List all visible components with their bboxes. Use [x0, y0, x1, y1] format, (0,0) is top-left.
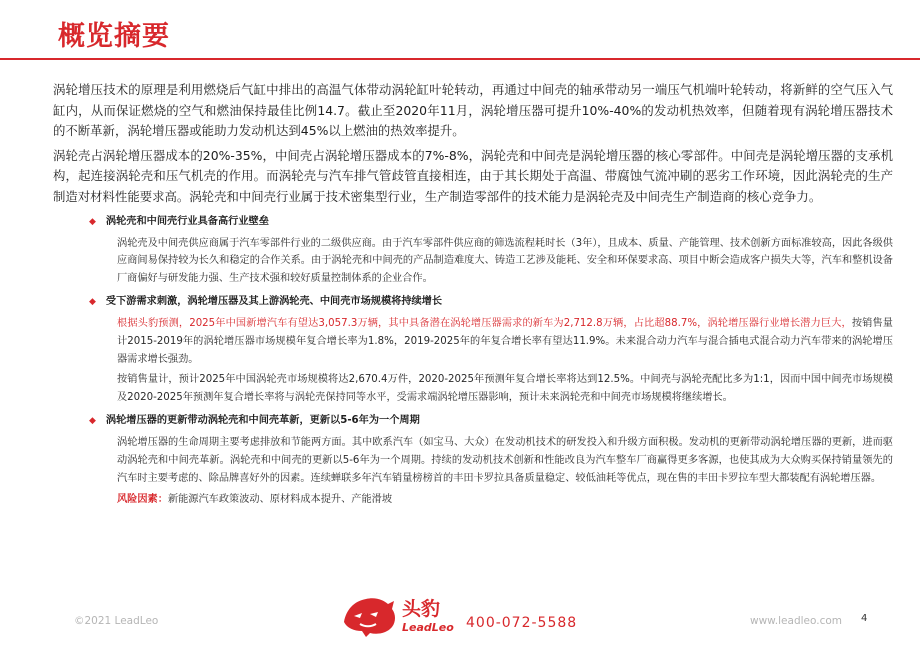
section-heading — [89, 413, 893, 429]
section-heading-text: 涡轮壳和中间壳行业具备高行业壁垒 — [105, 215, 269, 227]
section-market-growth — [89, 294, 893, 407]
diamond-bullet-icon: ◆ — [89, 415, 96, 426]
section-heading-text: 涡轮增压器的更新带动涡轮壳和中间壳革新，更新以5-6年为一个周期 — [105, 414, 420, 426]
forecast-detail: 按销售量计2015-2019年的涡轮增压器市场规模年复合增长率为1.8%，2019-2025年的年复合增长率有望达11.9%。未来混合动力汽车与混合插电式混合动力汽车带来的涡轮增压器需求增长强劲。 — [117, 317, 893, 365]
title-divider — [0, 58, 920, 60]
diamond-bullet-icon: ◆ — [89, 296, 96, 307]
section-heading-text: 受下游需求刺激，涡轮增压器及其上游涡轮壳、中间壳市场规模将持续增长 — [105, 295, 443, 307]
risk-factors — [117, 491, 893, 508]
diamond-bullet-icon: ◆ — [89, 216, 96, 227]
section-paragraph — [117, 315, 893, 368]
section-paragraph: 按销售量计，预计2025年中国涡轮壳市场规模将达2,670.4万件，2020-2025年预测年复合增长率将达到12.5%。中间壳与涡轮壳配比多为1:1，因而中国中间壳市场规模及2020-2025年预测年复合增长率将与涡轮壳保持同等水平，受需求端涡轮增压器影响，预计未来涡轮壳和中间壳市场规模将继续增长。 — [117, 374, 893, 404]
highlighted-forecast: 根据头豹预测，2025年中国新增汽车有望达3,057.3万辆，其中具备潜在涡轮增压器需求的新车为2,712.8万辆，占比超88.7%，涡轮增压器行业增长潜力巨大， — [117, 317, 852, 329]
main-content — [53, 80, 893, 508]
risk-text: 新能源汽车政策波动、原材料成本提升、产能滑坡 — [167, 494, 393, 506]
intro-paragraph-1: 涡轮增压技术的原理是利用燃烧后气缸中排出的高温气体带动涡轮缸叶轮转动，再通过中间壳的轴承带动另一端压气机端叶轮转动，将新鲜的空气压入气缸内，从而保证燃烧的空气和燃油保持最佳比例14.7。截止至2020年11月，涡轮增压器可提升10%-40%的发动机热效率，但随着现有涡轮增压器技术的不断革新，涡轮增压器或能助力发动机达到45%以上燃油的热效率提升。 — [53, 82, 893, 139]
brand-name: 头豹 — [402, 598, 441, 620]
page-title: 概览摘要 — [58, 21, 170, 52]
hotline: 400-072-5588 — [466, 615, 578, 631]
brand-subtitle: LeadLeo — [402, 621, 454, 634]
section-heading — [89, 294, 893, 310]
intro-paragraph-2: 涡轮壳占涡轮增压器成本的20%-35%，中间壳占涡轮增压器成本的7%-8%，涡轮壳和中间壳是涡轮增压器的核心零部件。中间壳是涡轮增压器的支承机构，起连接涡轮壳和压气机壳的作用。而涡轮壳与汽车排气管歧管直接相连，由于其长期处于高温、带腐蚀气流冲刷的恶劣工作环境，因此涡轮壳的生产制造对材料性能要求高。涡轮壳和中间壳行业属于技术密集型行业，生产制造零部件的技术能力是涡轮壳及中间壳生产制造商的核心竞争力。 — [53, 147, 893, 204]
section-industry-barrier — [89, 214, 893, 288]
website-link[interactable]: www.leadleo.com — [750, 615, 842, 627]
section-paragraph: 涡轮增压器的生命周期主要考虑排放和节能两方面。其中欧系汽车（如宝马、大众）在发动机技术的研发投入和升级方面积极。发动机的更新带动涡轮增压器的更新，进而驱动涡轮壳和中间壳革新。涡轮壳和中间壳的更新以5-6年为一个周期。持续的发动机技术创新和性能改良为汽车整车厂商赢得更多客源，也使其成为大众购买保持销量领先的汽车时主要考虑的、除品牌喜好外的因素。连续蝉联多年汽车销量榜榜首的丰田卡罗拉具备质量稳定、较低油耗等优点，现在售的丰田卡罗拉车型大都装配有涡轮增压器。 — [117, 436, 893, 484]
page-number: 4 — [861, 613, 868, 624]
section-update-cycle — [89, 413, 893, 508]
section-paragraph: 涡轮壳及中间壳供应商属于汽车零部件行业的二级供应商。由于汽车零部件供应商的筛选流程耗时长（3年），且成本、质量、产能管理、技术创新方面标准较高，因此各级供应商间易保持较为长久和稳定的合作关系。由于涡轮壳和中间壳的产品制造难度大、铸造工艺涉及能耗、安全和环保要求高、项目中断会造成客户损失大等，汽车和整机设备厂商偏好与研发能力强、生产技术强和较好质量控制体系的企业合作。 — [117, 237, 893, 285]
copyright: ©2021 LeadLeo — [74, 615, 159, 627]
section-heading — [89, 214, 893, 230]
leopard-logo-icon — [340, 592, 398, 638]
risk-label: 风险因素： — [117, 494, 168, 506]
brand-block — [340, 592, 580, 642]
